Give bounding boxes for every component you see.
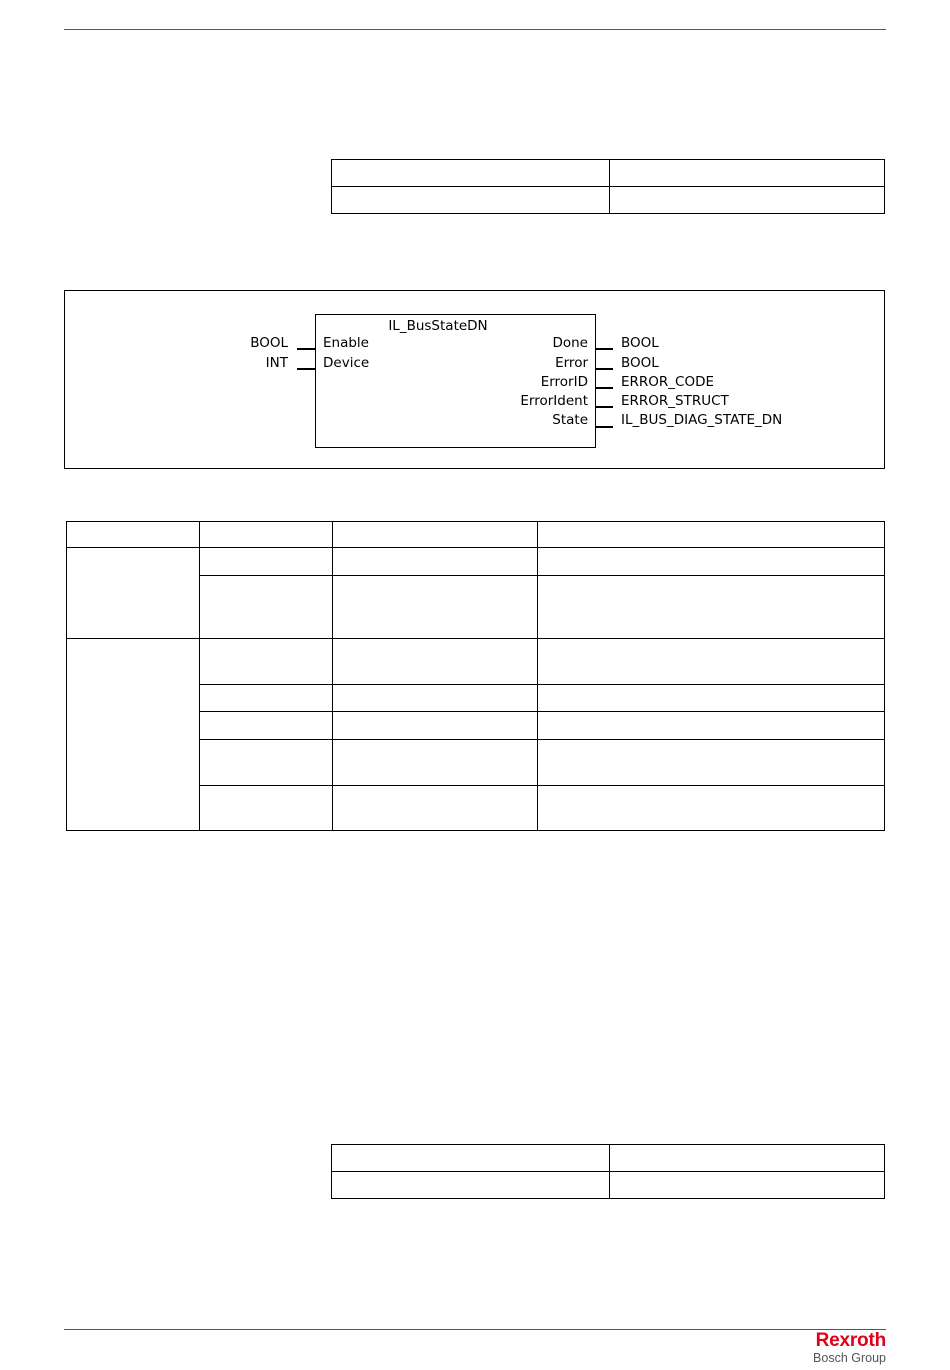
- table-cell: [333, 685, 538, 712]
- footer-rule: [64, 1329, 886, 1330]
- table-cell: [67, 548, 200, 639]
- table-cell: [333, 576, 538, 639]
- table-cell: [332, 1172, 610, 1199]
- output-type-state: IL_BUS_DIAG_STATE_DN: [621, 412, 783, 428]
- input-type-device: INT: [265, 355, 288, 371]
- logo-group: Bosch Group: [813, 1351, 886, 1365]
- header-cell: [333, 522, 538, 548]
- input-type-enable: BOOL: [250, 335, 288, 351]
- logo-brand: Rexroth: [815, 1330, 886, 1351]
- header-cell: [538, 522, 885, 548]
- table-cell: [200, 639, 333, 685]
- table-cell: [332, 187, 610, 214]
- info-table-bottom: [331, 1144, 885, 1199]
- table-cell: [610, 1172, 885, 1199]
- header-cell: [200, 522, 333, 548]
- function-block-svg: [65, 291, 886, 470]
- table-cell: [538, 786, 885, 831]
- table-cell: [538, 712, 885, 740]
- parameter-table: [66, 521, 885, 831]
- output-name-state: State: [552, 412, 588, 428]
- table-cell: [610, 187, 885, 214]
- output-type-errorid: ERROR_CODE: [621, 374, 715, 390]
- output-type-done: BOOL: [621, 335, 659, 351]
- table-cell: [538, 548, 885, 576]
- table-cell: [200, 786, 333, 831]
- function-block-diagram: [64, 290, 885, 469]
- table-cell: [333, 548, 538, 576]
- table-cell: [333, 712, 538, 740]
- output-name-done: Done: [552, 335, 588, 351]
- table-cell: [538, 576, 885, 639]
- table-cell: [200, 576, 333, 639]
- table-cell: [538, 740, 885, 786]
- output-name-errorid: ErrorID: [540, 374, 588, 390]
- table-cell: [538, 639, 885, 685]
- table-cell: [610, 1145, 885, 1172]
- table-cell: [538, 685, 885, 712]
- table-cell: [200, 548, 333, 576]
- output-name-error: Error: [555, 355, 588, 371]
- output-type-errorident: ERROR_STRUCT: [621, 393, 729, 409]
- table-cell: [333, 786, 538, 831]
- header-rule: [64, 29, 886, 30]
- input-name-enable: Enable: [323, 335, 369, 351]
- table-cell: [332, 160, 610, 187]
- table-cell: [333, 639, 538, 685]
- table-cell: [67, 639, 200, 831]
- table-cell: [332, 1145, 610, 1172]
- table-cell: [610, 160, 885, 187]
- header-cell: [67, 522, 200, 548]
- table-cell: [200, 712, 333, 740]
- output-name-errorident: ErrorIdent: [520, 393, 588, 409]
- table-cell: [200, 740, 333, 786]
- table-cell: [200, 685, 333, 712]
- info-table-top: [331, 159, 885, 214]
- input-name-device: Device: [323, 355, 370, 371]
- block-name: IL_BusStateDN: [388, 318, 488, 334]
- rexroth-logo: [813, 1331, 886, 1365]
- output-type-error: BOOL: [621, 355, 659, 371]
- table-cell: [333, 740, 538, 786]
